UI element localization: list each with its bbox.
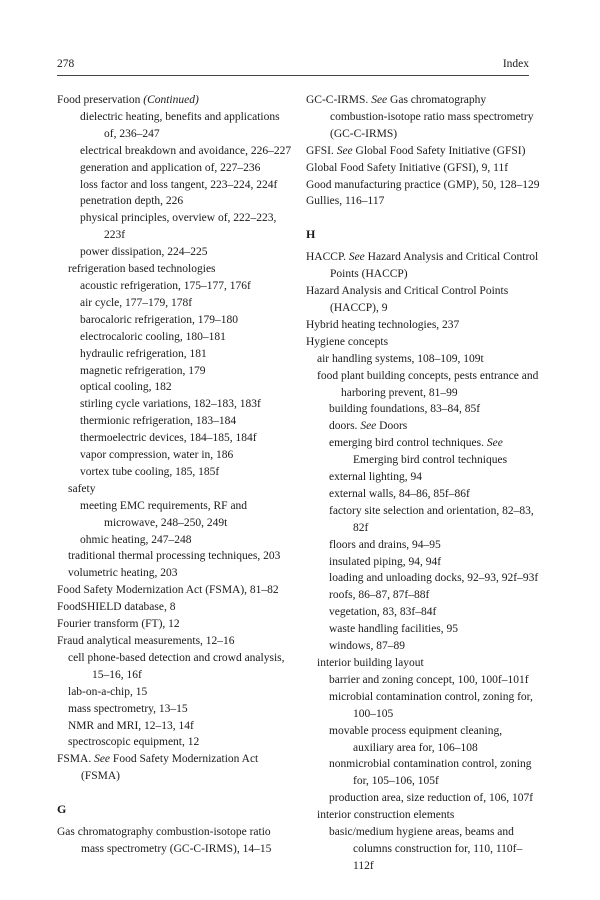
index-entry: interior construction elements	[317, 809, 455, 822]
index-entry: GFSI. See Global Food Safety Initiative (GFSI)	[306, 144, 526, 157]
index-entry: lab-on-a-chip, 15	[68, 685, 148, 698]
index-entry: production area, size reduction of, 106, 107f	[329, 792, 534, 805]
page-number: 278	[57, 58, 75, 70]
index-entry: hydraulic refrigeration, 181	[80, 347, 207, 360]
index-entry: physical principles, overview of, 222–223, 223f	[80, 212, 277, 242]
index-column-left	[57, 92, 294, 858]
index-entry: electrical breakdown and avoidance, 226–227	[80, 144, 292, 157]
index-entry: cell phone-based detection and crowd analysis, 15–16, 16f	[68, 651, 285, 681]
index-entry: stirling cycle variations, 182–183, 183f	[80, 398, 261, 411]
section-letter-g: G	[57, 802, 67, 817]
index-entry: dielectric heating, benefits and applications of, 236–247	[80, 110, 280, 140]
index-entry: basic/medium hygiene areas, beams and columns construction for, 110, 110f–112f	[329, 826, 523, 872]
section-letter-h: H	[306, 227, 316, 242]
index-entry: windows, 87–89	[329, 640, 406, 653]
index-entry: spectroscopic equipment, 12	[68, 736, 200, 749]
index-entry: thermionic refrigeration, 183–184	[80, 415, 237, 428]
index-entry: microbial contamination control, zoning for, 100–105	[329, 690, 533, 720]
index-entry: air cycle, 177–179, 178f	[80, 296, 193, 309]
index-entry: loss factor and loss tangent, 223–224, 224f	[80, 178, 278, 191]
header-rule	[57, 75, 529, 76]
index-entry: vegetation, 83, 83f–84f	[329, 606, 437, 619]
index-entry: Hybrid heating technologies, 237	[306, 318, 460, 331]
index-entry: Global Food Safety Initiative (GFSI), 9, 11f	[306, 161, 509, 174]
index-entry: electrocaloric cooling, 180–181	[80, 330, 226, 343]
index-entry: ohmic heating, 247–248	[80, 533, 192, 546]
running-header	[57, 56, 529, 72]
index-entry: volumetric heating, 203	[68, 567, 178, 580]
index-entry: factory site selection and orientation, 82–83, 82f	[329, 504, 534, 534]
index-column-right	[306, 92, 541, 875]
index-entry: Fourier transform (FT), 12	[57, 618, 180, 631]
index-entry: emerging bird control techniques. See Emerging bird control techniques	[329, 437, 508, 467]
index-entry: penetration depth, 226	[80, 195, 184, 208]
index-entry: acoustic refrigeration, 175–177, 176f	[80, 279, 251, 292]
index-entry: building foundations, 83–84, 85f	[329, 403, 481, 416]
index-entry: barocaloric refrigeration, 179–180	[80, 313, 239, 326]
index-entry: doors. See Doors	[329, 420, 408, 433]
index-entry: Good manufacturing practice (GMP), 50, 128–129	[306, 178, 540, 191]
index-entry: barrier and zoning concept, 100, 100f–101f	[329, 673, 529, 686]
index-entry: Gas chromatography combustion-isotope ratio mass spectrometry (GC-C-IRMS), 14–15	[57, 826, 272, 855]
index-entry: insulated piping, 94, 94f	[329, 555, 442, 568]
index-entry: floors and drains, 94–95	[329, 538, 441, 551]
index-entry: magnetic refrigeration, 179	[80, 364, 206, 377]
index-entry: Fraud analytical measurements, 12–16	[57, 635, 235, 647]
index-entry: interior building layout	[317, 657, 424, 669]
index-entry: air handling systems, 108–109, 109t	[317, 352, 484, 365]
index-entry: HACCP. See Hazard Analysis and Critical Control Points (HACCP)	[306, 251, 539, 281]
index-entry: Food Safety Modernization Act (FSMA), 81–82	[57, 584, 279, 597]
index-entry: GC-C-IRMS. See Gas chromatography combustion-isotope ratio mass spectrometry (GC-C-IRMS)	[306, 94, 534, 140]
index-entry: thermoelectric devices, 184–185, 184f	[80, 432, 257, 445]
index-entry: movable process equipment cleaning, auxiliary area for, 106–108	[329, 724, 503, 754]
index-entry: nonmicrobial contamination control, zoning for, 105–106, 105f	[329, 758, 532, 788]
index-entry: waste handling facilities, 95	[329, 623, 459, 636]
header-title: Index	[502, 58, 529, 70]
index-entry: FSMA. See Food Safety Modernization Act (FSMA)	[57, 753, 259, 783]
index-entry: Hygiene concepts	[306, 335, 389, 348]
index-entry: external walls, 84–86, 85f–86f	[329, 487, 470, 500]
index-entry: optical cooling, 182	[80, 381, 172, 394]
index-entry: refrigeration based technologies	[68, 263, 216, 276]
index-entry: safety	[68, 482, 96, 495]
index-entry: roofs, 86–87, 87f–88f	[329, 589, 430, 602]
index-entry: power dissipation, 224–225	[80, 246, 208, 259]
index-entry: Gullies, 116–117	[306, 195, 385, 208]
index-entry: FoodSHIELD database, 8	[57, 601, 176, 614]
index-entry: food plant building concepts, pests entrance and harboring prevent, 81–99	[317, 369, 539, 399]
index-entry: Hazard Analysis and Critical Control Points (HACCP), 9	[306, 285, 509, 314]
index-entry: traditional thermal processing techniques, 203	[68, 550, 281, 563]
index-entry: NMR and MRI, 12–13, 14f	[68, 719, 194, 732]
index-entry: meeting EMC requirements, RF and microwave, 248–250, 249t	[80, 499, 248, 529]
index-entry: vortex tube cooling, 185, 185f	[80, 465, 220, 478]
index-entry: vapor compression, water in, 186	[80, 449, 234, 462]
index-entry: generation and application of, 227–236	[80, 161, 261, 174]
index-entry: external lighting, 94	[329, 471, 422, 484]
index-entry: mass spectrometry, 13–15	[68, 702, 188, 715]
index-entry: Food preservation (Continued)	[57, 94, 199, 106]
index-entry: loading and unloading docks, 92–93, 92f–93f	[329, 572, 539, 585]
